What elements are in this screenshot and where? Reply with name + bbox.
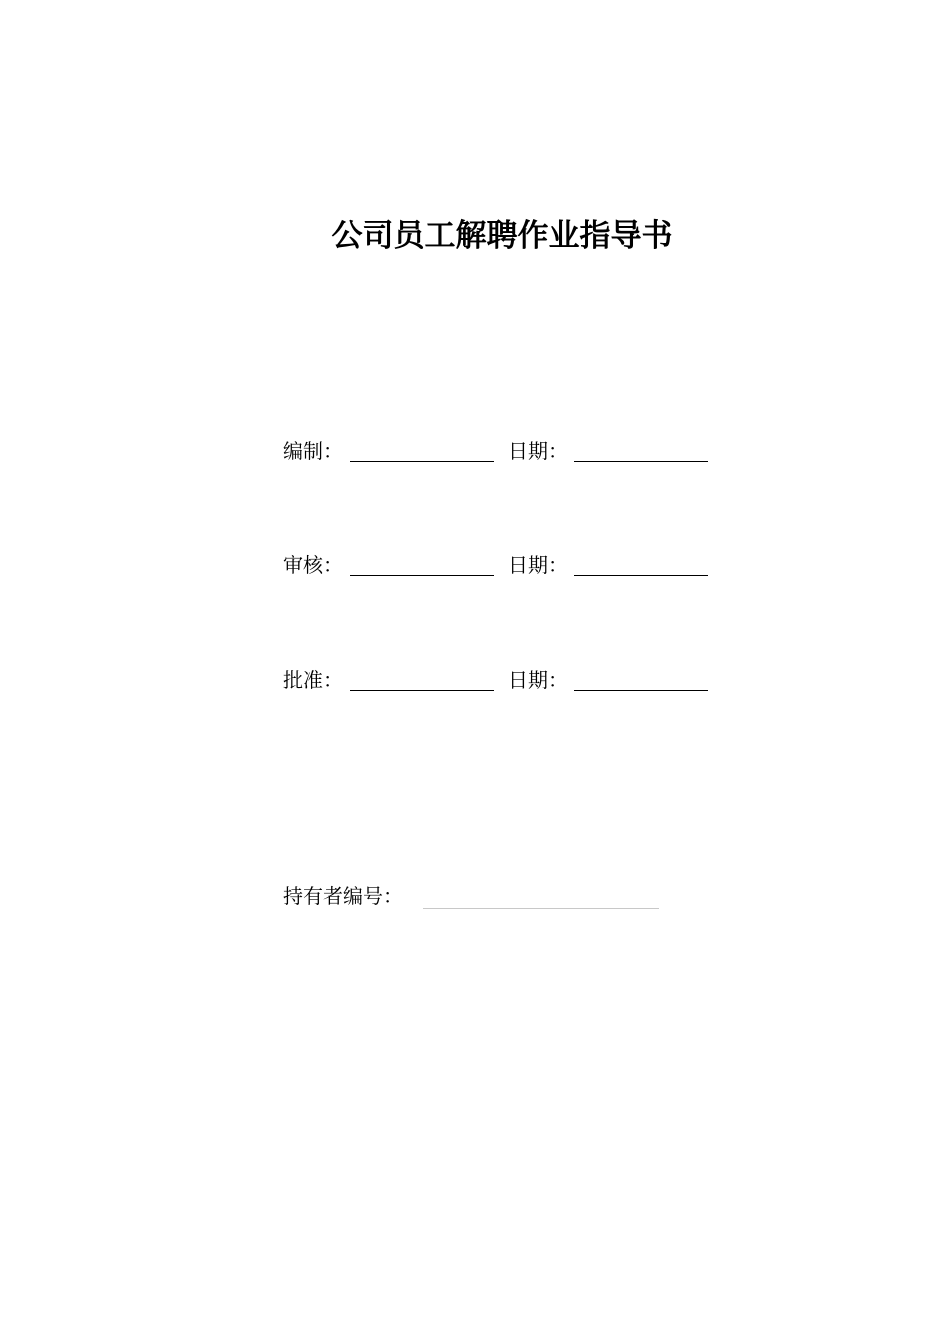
holder-number-line: [423, 908, 659, 909]
reviewed-date-label: 日期：: [508, 553, 568, 577]
approved-by-signature-line: [350, 690, 494, 691]
approved-date-line: [574, 690, 708, 691]
prepared-by-label: 编制：: [283, 439, 343, 463]
signature-row-prepared: [283, 436, 723, 466]
signature-row-approved: [283, 665, 723, 695]
reviewed-by-label: 审核：: [283, 553, 343, 577]
prepared-date-line: [574, 461, 708, 462]
holder-number-label: 持有者编号：: [283, 884, 403, 908]
holder-number-row: [283, 881, 683, 911]
reviewed-date-line: [574, 575, 708, 576]
approved-by-label: 批准：: [283, 668, 343, 692]
reviewed-by-signature-line: [350, 575, 494, 576]
document-title: 公司员工解聘作业指导书: [331, 218, 673, 254]
signature-row-reviewed: [283, 550, 723, 580]
prepared-by-signature-line: [350, 461, 494, 462]
prepared-date-label: 日期：: [508, 439, 568, 463]
approved-date-label: 日期：: [508, 668, 568, 692]
